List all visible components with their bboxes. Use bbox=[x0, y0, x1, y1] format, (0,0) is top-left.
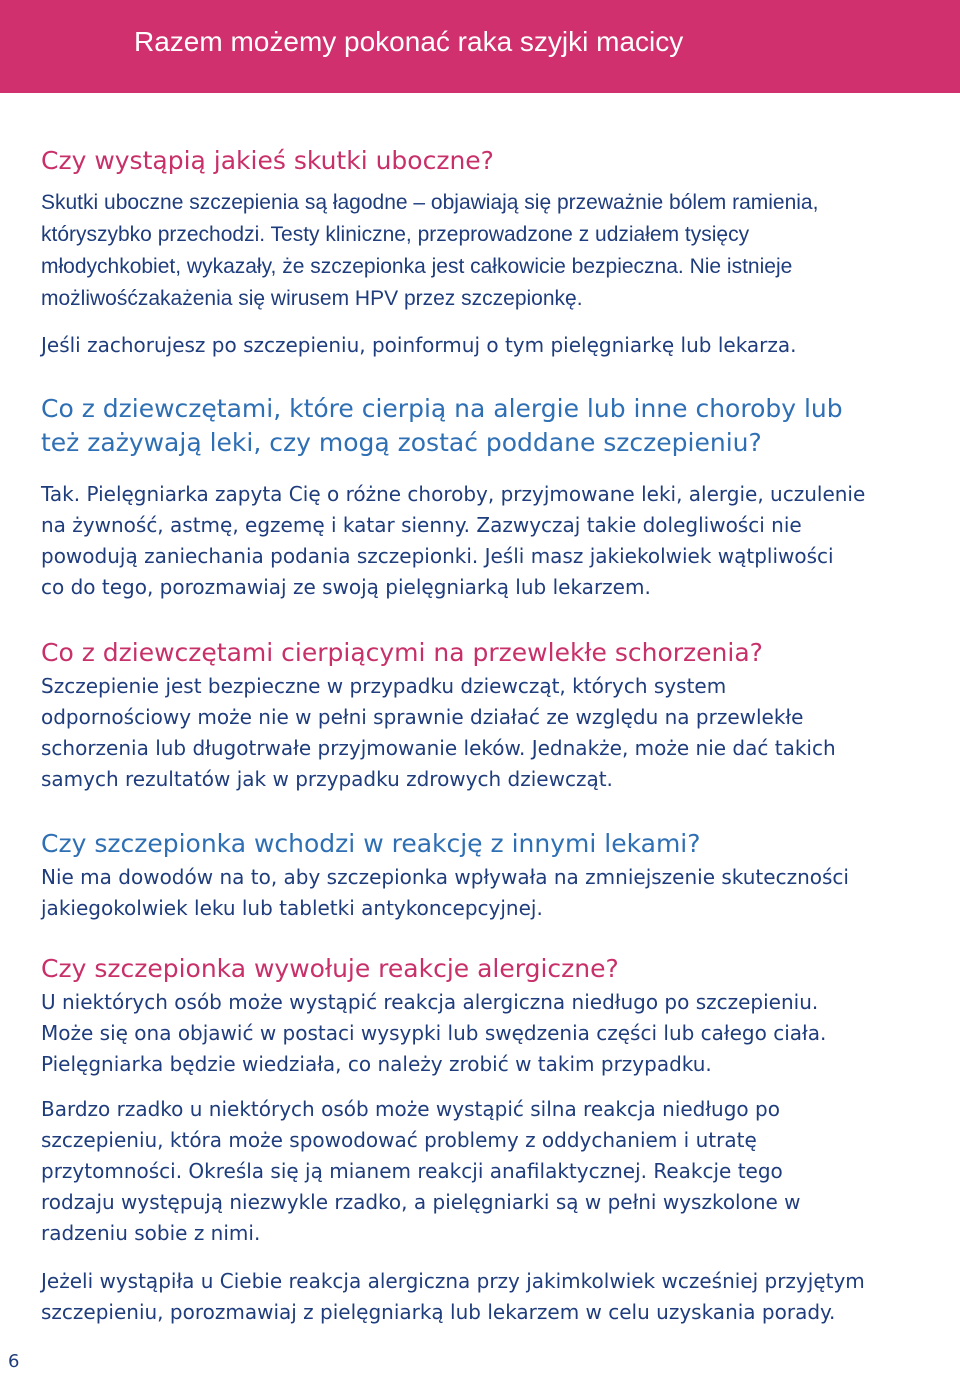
heading-allergic-reactions: Czy szczepionka wywołuje reakcje alergiczne? bbox=[41, 954, 619, 983]
paragraph-chronic-conditions: Szczepienie jest bezpieczne w przypadku dziewcząt, których system odpornościowy może nie w pełni sprawnie działać ze względu na przewlekłe schorzenia lub długotrwałe przyjmowanie leków. Jednakże, może nie dać takich samych rezultatów jak w przypadku zdrowych dziewcząt. bbox=[41, 674, 836, 791]
paragraph-drug-interactions: Nie ma dowodów na to, aby szczepionka wpływała na zmniejszenie skuteczności jakiegokolwiek leku lub tabletki antykoncepcyjnej. bbox=[41, 865, 849, 920]
header-title: Razem możemy pokonać raka szyjki macicy bbox=[134, 26, 684, 57]
page-header-banner bbox=[0, 0, 960, 93]
heading-side-effects: Czy wystąpią jakieś skutki uboczne? bbox=[41, 146, 494, 175]
paragraph-anaphylaxis: Bardzo rzadko u niektórych osób może wystąpić silna reakcja niedługo po szczepieniu, która może spowodować problemy z oddychaniem i utratę przytomności. Określa się ją mianem reakcji anafilaktycznej. Reakcje tego rodzaju występują niezwykle rzadko, a pielęgniarki są w pełni wyszkolone w radzeniu sobie z nimi. bbox=[41, 1097, 801, 1245]
heading-drug-interactions: Czy szczepionka wchodzi w reakcję z innymi lekami? bbox=[41, 829, 701, 858]
heading-allergies-question: Co z dziewczętami, które cierpią na alergie lub inne choroby lub też zażywają leki, czy mogą zostać poddane szczepieniu? bbox=[41, 394, 843, 457]
paragraph-allergic-reaction-info: U niektórych osób może wystąpić reakcja alergiczna niedługo po szczepieniu. Może się ona objawić w postaci wysypki lub swędzenia części lub całego ciała. Pielęgniarka będzie wiedziała, co należy zrobić w takim przypadku. bbox=[41, 990, 827, 1076]
page-number: 6 bbox=[8, 1351, 20, 1372]
heading-chronic-conditions: Co z dziewczętami cierpiącymi na przewlekłe schorzenia? bbox=[41, 638, 763, 667]
paragraph-allergies-answer: Tak. Pielęgniarka zapyta Cię o różne choroby, przyjmowane leki, alergie, uczulenie na żywność, astmę, egzemę i katar sienny. Zazwyczaj takie dolegliwości nie powodują zaniechania podania szczepionki. Jeśli masz jakiekolwiek wątpliwości co do tego, porozmawiaj ze swoją pielęgniarką lub lekarzem. bbox=[41, 482, 866, 599]
paragraph-consult-advice: Jeżeli wystąpiła u Ciebie reakcja alergiczna przy jakimkolwiek wcześniej przyjętym szczepieniu, porozmawiaj z pielęgniarką lub lekarzem w celu uzyskania porady. bbox=[41, 1269, 865, 1324]
paragraph-if-sick: Jeśli zachorujesz po szczepieniu, poinformuj o tym pielęgniarkę lub lekarza. bbox=[41, 333, 797, 357]
paragraph-side-effects: Skutki uboczne szczepienia są łagodne – objawiają się przeważnie bólem ramienia, któryszybko przechodzi. Testy kliniczne, przeprowadzone z udziałem tysięcy młodychkobiet, wykazały, że szczepionka jest całkowicie bezpieczna. Nie istnieje możliwośćzakażenia się wirusem HPV przez szczepionkę. bbox=[41, 191, 819, 310]
